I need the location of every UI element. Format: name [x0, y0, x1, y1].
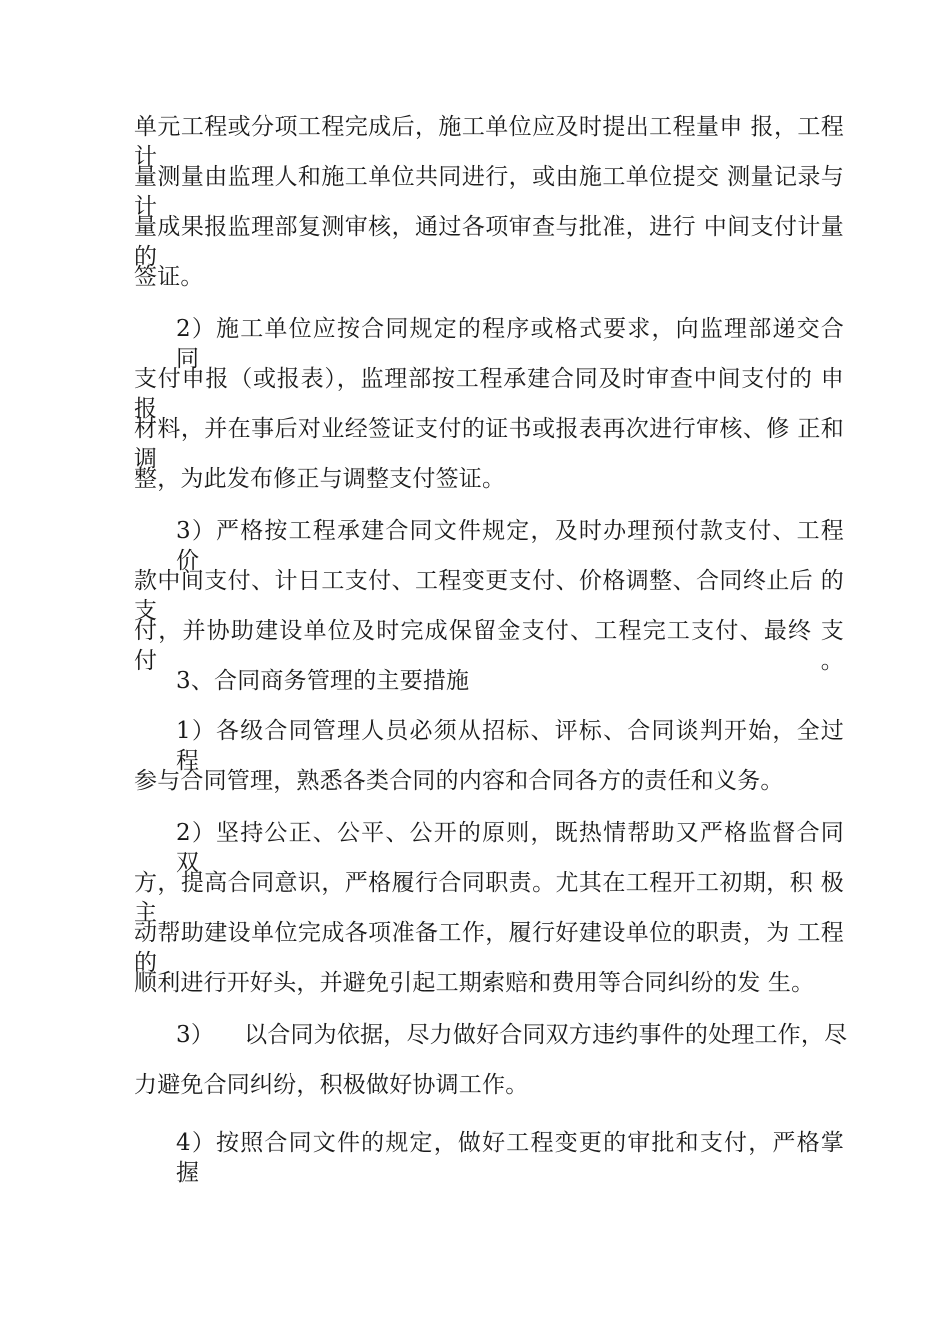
- text-line: 签证。: [134, 264, 204, 290]
- section-heading: 3、合同商务管理的主要措施: [176, 668, 470, 694]
- text-line: 整，为此发布修正与调整支付签证。: [134, 466, 506, 492]
- text-line: 3） 以合同为依据，尽力做好合同双方违约事件的处理工作，尽: [176, 1022, 848, 1048]
- text-line: 2）施工单位应按合同规定的程序或格式要求，向监理部递交合 同: [176, 316, 844, 372]
- text-line: 方，提高合同意识，严格履行合同职责。尤其在工程开工初期，积 极主: [134, 870, 844, 926]
- text-line: 材料，并在事后对业经签证支付的证书或报表再次进行审核、修 正和调: [134, 416, 844, 472]
- text-line: 力避免合同纠纷，积极做好协调工作。: [134, 1072, 529, 1098]
- text-line: 2）坚持公正、公平、公开的原则，既热情帮助又严格监督合同 双: [176, 820, 844, 876]
- text-line: 4）按照合同文件的规定，做好工程变更的审批和支付，严格掌 握: [176, 1130, 844, 1186]
- text-line: 付，并协助建设单位及时完成保留金支付、工程完工支付、最终 支付。: [134, 618, 844, 674]
- text-line: 顺利进行开好头，并避免引起工期索赔和费用等合同纠纷的发 生。: [134, 970, 815, 996]
- text-line: 单元工程或分项工程完成后，施工单位应及时提出工程量申 报，工程计: [134, 114, 844, 170]
- text-line: 1）各级合同管理人员必须从招标、评标、合同谈判开始，全过 程: [176, 718, 844, 774]
- text-line: 参与合同管理，熟悉各类合同的内容和合同各方的责任和义务。: [134, 768, 784, 794]
- text-line: 款中间支付、计日工支付、工程变更支付、价格调整、合同终止后 的支: [134, 568, 844, 624]
- text-line: 3）严格按工程承建合同文件规定，及时办理预付款支付、工程 价: [176, 518, 844, 574]
- text-line: 量测量由监理人和施工单位共同进行，或由施工单位提交 测量记录与计: [134, 164, 844, 220]
- text-line: 支付申报（或报表），监理部按工程承建合同及时审查中间支付的 申报: [134, 366, 844, 422]
- text-line: 量成果报监理部复测审核，通过各项审查与批准，进行 中间支付计量的: [134, 214, 844, 270]
- text-line: 动帮助建设单位完成各项准备工作，履行好建设单位的职责，为 工程的: [134, 920, 844, 976]
